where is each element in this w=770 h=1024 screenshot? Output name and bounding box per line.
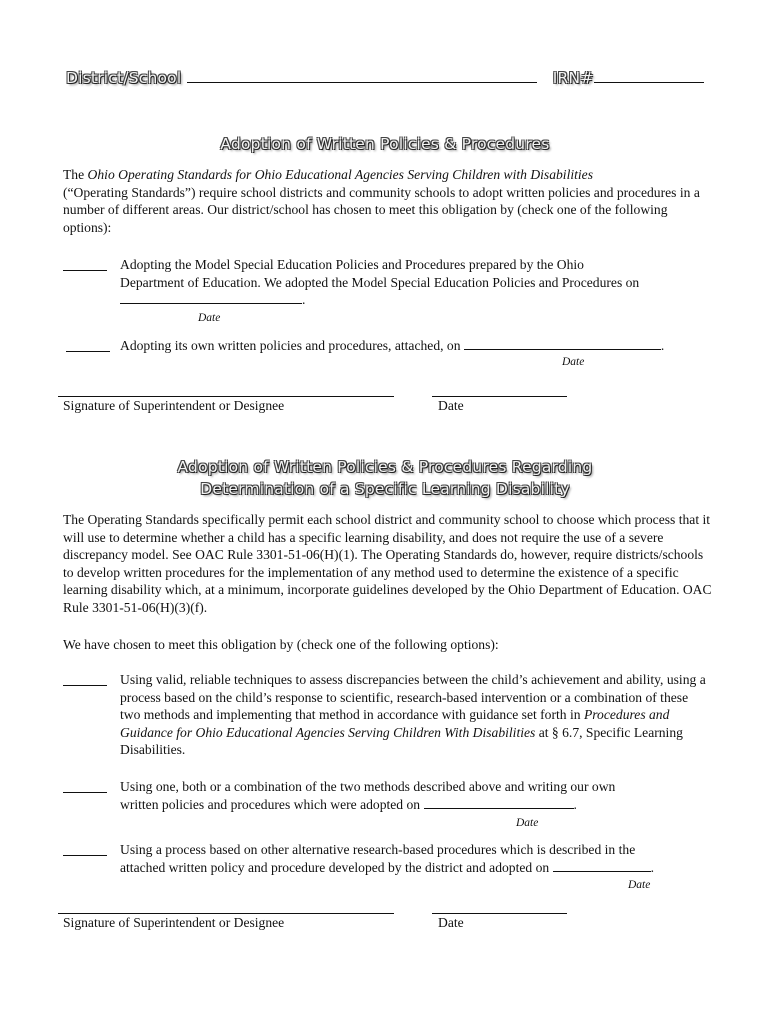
section1-signature-label: Signature of Superintendent or Designee bbox=[63, 398, 285, 413]
district-field[interactable] bbox=[187, 70, 537, 83]
section2-option2-text: Using one, both or a combination of the two methods described above and writing our own written policies and procedures which were adopted on . bbox=[120, 779, 616, 812]
s2-option3-line1: Using a process based on other alternative research-based procedures which is described in the bbox=[120, 842, 636, 857]
section2-option2-date-label: Date bbox=[516, 817, 539, 829]
option2-text: Adopting its own written policies and procedures, attached, on bbox=[120, 338, 461, 353]
section2-choose-text: We have chosen to meet this obligation by (check one of the following options): bbox=[63, 637, 499, 652]
section1-option2-date-label: Date bbox=[562, 356, 585, 368]
irn-field[interactable] bbox=[594, 70, 704, 83]
intro-post: (“Operating Standards”) require school districts and community schools to adopt written policies and procedures in a number of different areas. Our district/school has chosen to meet this obligation by (check one of the following options): bbox=[63, 184, 700, 235]
section2-paragraph: The Operating Standards specifically permit each school district and community school to choose which process that it will use to determine whether a child has a specific learning disability, and does not require the use of a severe discrepancy model. See OAC Rule 3301-51-06(H)(1). The Operating Standards do, however, require districts/schools to develop written procedures for the implementation of any method used to determine the existence of a specific learning disability which, at a minimum, incorporate guidelines developed by the Ohio Department of Education. OAC Rule 3301-51-06(H)(3)(f). bbox=[63, 512, 712, 615]
s2-option1-italic: Procedures and Guidance for Ohio Educational Agencies Serving Children With Disabilities bbox=[120, 707, 670, 740]
section1-title: Adoption of Written Policies & Procedures bbox=[220, 135, 550, 153]
header-line bbox=[66, 70, 704, 88]
section1-option1-text: Adopting the Model Special Education Policies and Procedures prepared by the Ohio Department of Education. We adopted the Model Special Education Policies and Procedures on . bbox=[120, 257, 640, 307]
s2-option2-line1: Using one, both or a combination of the two methods described above and writing our own bbox=[120, 779, 616, 794]
irn-label: IRN# bbox=[552, 69, 594, 87]
section2-title bbox=[0, 456, 770, 500]
s2-option2-line2: written policies and procedures which were adopted on bbox=[120, 796, 421, 812]
intro-italic: Ohio Operating Standards for Ohio Educational Agencies Serving Children with Disabilities bbox=[87, 167, 594, 182]
section2-option1-checkbox[interactable] bbox=[63, 685, 107, 686]
section1-option2-text: Adopting its own written policies and procedures, attached, on . bbox=[120, 338, 665, 353]
s2-option1-pre: Using valid, reliable techniques to assess discrepancies between the child’s achievement and ability, using a process based on the child’s response to scientific, research-based intervention or a combination of these two methods and implementing that method in accordance with guidance set forth in bbox=[120, 672, 706, 722]
section2-option3-checkbox[interactable] bbox=[63, 855, 107, 856]
s2-option1-post: at § 6.7, Specific Learning Disabilities. bbox=[120, 724, 683, 757]
section2-signature-label: Signature of Superintendent or Designee bbox=[63, 915, 285, 930]
s2-option3-line2: attached written policy and procedure developed by the district and adopted on bbox=[120, 859, 550, 875]
section1-option1-date-field[interactable] bbox=[120, 291, 302, 304]
section2-option3-text: Using a process based on other alternative research-based procedures which is described in the attached written policy and procedure developed by the district and adopted on . bbox=[120, 842, 654, 875]
section2-option3-date-field[interactable] bbox=[553, 859, 651, 872]
section1-intro bbox=[63, 166, 713, 236]
section1-date-label: Date bbox=[438, 398, 464, 413]
section2-title-line2: Determination of a Specific Learning Disability bbox=[200, 480, 570, 498]
section2-option3-date-label: Date bbox=[628, 879, 651, 891]
section2-option1-text bbox=[120, 671, 710, 759]
option1-line1: Adopting the Model Special Education Policies and Procedures prepared by the Ohio bbox=[120, 257, 584, 272]
section2-option2-date-field[interactable] bbox=[424, 796, 574, 809]
section1-option1-checkbox[interactable] bbox=[63, 270, 107, 271]
district-label: District/School bbox=[66, 69, 182, 87]
intro-pre: The bbox=[63, 167, 88, 182]
section2-date-label: Date bbox=[438, 915, 464, 930]
option1-line2: Department of Education. We adopted the Model Special Education Policies and Procedures on bbox=[120, 274, 640, 290]
section1-option2-date-field[interactable] bbox=[464, 337, 661, 350]
section2-option2-checkbox[interactable] bbox=[63, 792, 107, 793]
section1-option2-checkbox[interactable] bbox=[66, 351, 110, 352]
section2-title-line1: Adoption of Written Policies & Procedures Regarding bbox=[177, 458, 593, 476]
section1-option1-date-label: Date bbox=[198, 312, 221, 324]
